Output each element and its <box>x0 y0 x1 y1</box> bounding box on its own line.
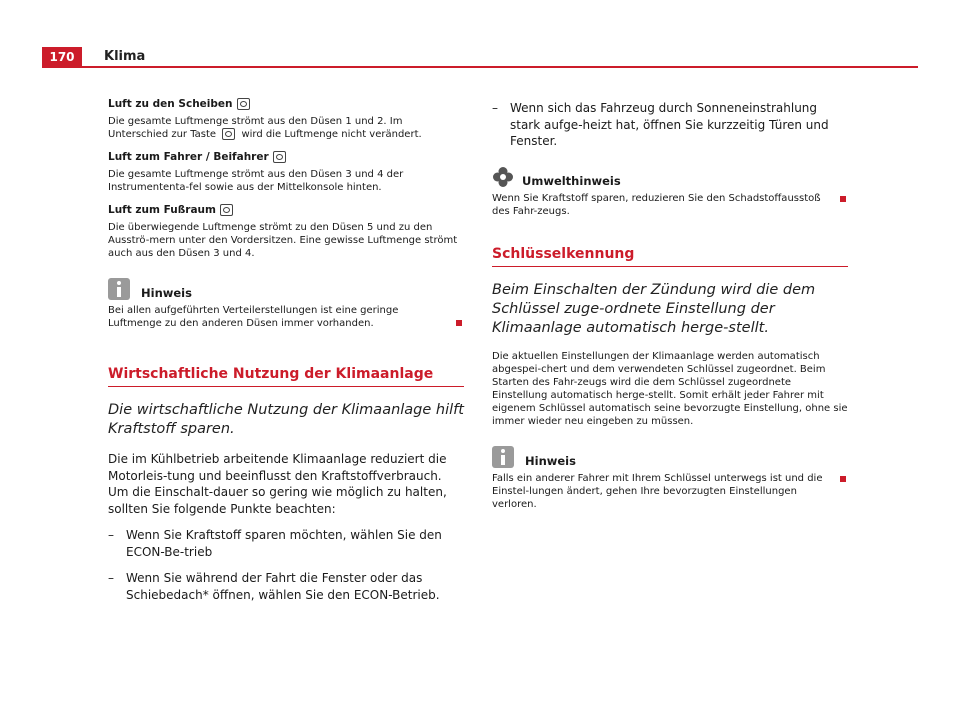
windshield-key-icon <box>237 98 250 110</box>
note-text: Falls ein anderer Fahrer mit Ihrem Schlüssel unterwegs ist und die Einstel-lungen ändert, gehen Ihre bevorzugten Einstellungen verloren. <box>492 472 823 510</box>
left-column <box>108 98 464 613</box>
item-text: Die überwiegende Luftmenge strömt zu den Düsen 5 und zu den Ausströ-mern unter den Vordersitzen. Eine gewisse Luftmenge strömt auch aus den Düsen 3 und 4. <box>108 222 458 259</box>
item-title: Luft zum Fahrer / Beifahrer <box>108 151 269 163</box>
note-box <box>492 446 848 511</box>
distribution-item <box>108 151 464 194</box>
right-column <box>492 100 848 521</box>
section-body: Die im Kühlbetrieb arbeitende Klimaanlage reduziert die Motorleis-tung und beeinflusst den Kraftstoffverbrauch. Um die Einschalt-dauer so gering wie möglich zu halten, sollten Sie folgende Punkte beachten: <box>108 452 447 516</box>
face-vent-key-icon <box>273 151 286 163</box>
section-end-mark <box>456 320 462 326</box>
environment-note <box>492 166 848 218</box>
item-text: Die gesamte Luftmenge strömt aus den Düsen 1 und 2. Im Unterschied zur Taste <box>108 116 403 140</box>
flower-icon <box>492 166 514 188</box>
footwell-key-icon <box>220 204 233 216</box>
section-end-mark <box>840 196 846 202</box>
note-text: Bei allen aufgeführten Verteilerstellungen ist eine geringe Luftmenge zu den anderen Düsen immer vorhanden. <box>108 305 399 329</box>
info-icon <box>108 278 130 300</box>
item-title: Luft zum Fußraum <box>108 204 216 216</box>
section-body: Die aktuellen Einstellungen der Klimaanlage werden automatisch abgespei-chert und dem verwendeten Schlüssel zugeordnet. Beim Starten des Fahr-zeugs wird die dem Schlüssel zugeordnete Einstellung automatisch herge-stellt. Somit erhält jeder Fahrer mit eigenem Schlüssel automatisch seine bevorzugte Einstellung, ohne sie immer wieder neu eingeben zu müssen. <box>492 350 848 427</box>
distribution-item <box>108 98 464 141</box>
distribution-item <box>108 204 464 260</box>
note-title: Umwelthinweis <box>522 173 621 188</box>
section-title: Schlüsselkennung <box>492 246 848 267</box>
page-header <box>42 47 918 68</box>
note-title: Hinweis <box>525 453 576 468</box>
note-text: Wenn Sie Kraftstoff sparen, reduzieren Sie den Schadstoffausstoß des Fahr-zeugs. <box>492 192 821 217</box>
face-vent-key-icon <box>222 128 235 140</box>
section-end-mark <box>840 476 846 482</box>
item-text: Die gesamte Luftmenge strömt aus den Düsen 3 und 4 der Instrumententa-fel sowie aus der Mittelkonsole hinten. <box>108 169 404 193</box>
list-item: – Wenn Sie während der Fahrt die Fenster oder das Schiebedach* öffnen, wählen Sie den ECON-Betrieb. <box>108 571 440 602</box>
note-box <box>108 278 464 330</box>
info-icon <box>492 446 514 468</box>
header-rule <box>42 66 918 68</box>
section-lead: Die wirtschaftliche Nutzung der Klimaanlage hilft Kraftstoff sparen. <box>108 402 464 437</box>
list-item: – Wenn sich das Fahrzeug durch Sonneneinstrahlung stark aufge-heizt hat, öffnen Sie kurzzeitig Türen und Fenster. <box>492 101 829 148</box>
section-title: Wirtschaftliche Nutzung der Klimaanlage <box>108 366 464 387</box>
item-text-after: wird die Luftmenge nicht verändert. <box>241 129 422 140</box>
chapter-title: Klima <box>104 49 146 64</box>
section-lead: Beim Einschalten der Zündung wird die dem Schlüssel zuge-ordnete Einstellung der Klimaanlage automatisch herge-stellt. <box>492 281 816 336</box>
note-title: Hinweis <box>141 286 192 300</box>
item-title: Luft zu den Scheiben <box>108 98 233 110</box>
page-number: 170 <box>42 47 82 68</box>
list-item: – Wenn Sie Kraftstoff sparen möchten, wählen Sie den ECON-Be-trieb <box>108 528 442 559</box>
